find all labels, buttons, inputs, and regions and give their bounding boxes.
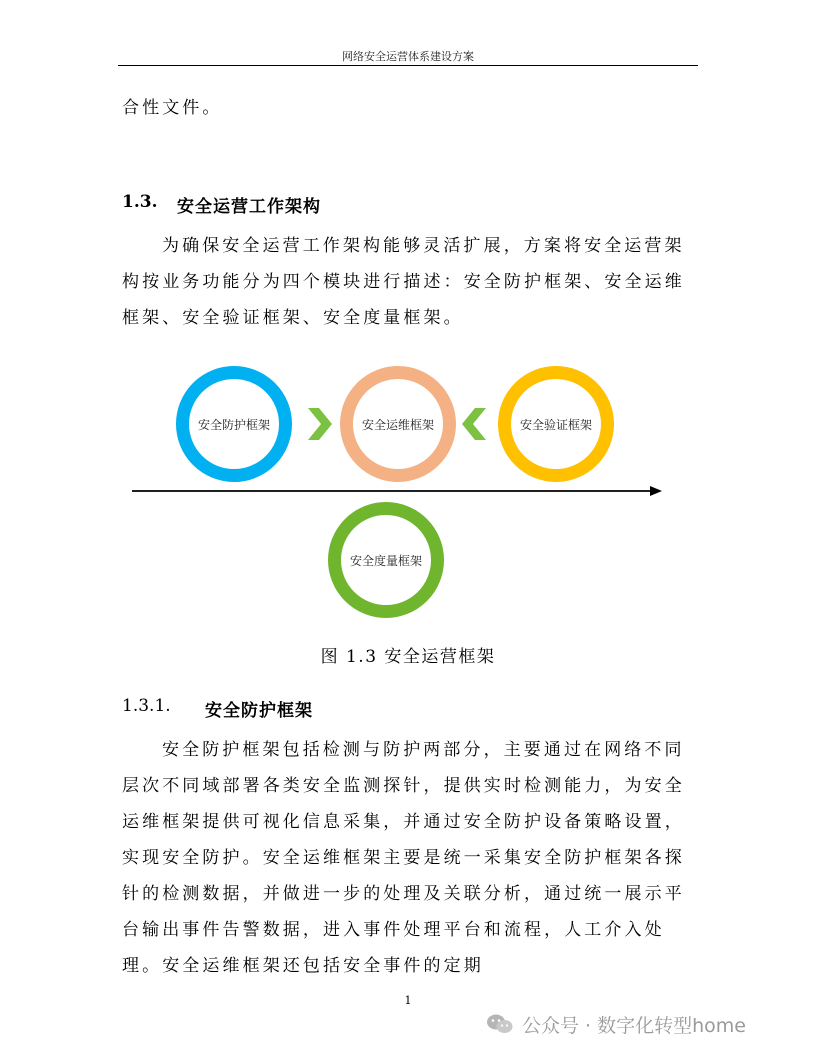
node-measurement-label: 安全度量框架 [349, 553, 422, 568]
section-title: 安全运营工作架构 [177, 197, 321, 217]
node-measurement [328, 502, 444, 618]
figure-caption: 图 1.3 安全运营框架 [320, 647, 496, 667]
header-divider [118, 65, 698, 66]
watermark-text: 公众号 · 数字化转型home [522, 1014, 746, 1037]
subsection-number: 1.3.1. [122, 696, 171, 716]
intro-line: 合性文件。 [122, 98, 223, 118]
node-operations [340, 366, 456, 482]
section-number: 1.3. [122, 192, 158, 212]
node-verification-label: 安全验证框架 [519, 417, 592, 432]
wechat-icon [486, 1012, 514, 1036]
subsection-title: 安全防护框架 [205, 701, 313, 721]
page-header: 网络安全运营体系建设方案 [342, 50, 474, 63]
node-protection [176, 366, 292, 482]
framework-diagram [118, 358, 698, 618]
chevron-right-icon [308, 408, 332, 440]
chevron-left-icon [462, 408, 486, 440]
section-paragraph: 为确保安全运营工作架构能够灵活扩展，方案将安全运营架构按业务功能分为四个模块进行描述：安全防护框架、安全运维框架、安全验证框架、安全度量框架。 [122, 236, 685, 328]
timeline-arrow [132, 484, 662, 498]
subsection-paragraph: 安全防护框架包括检测与防护两部分，主要通过在网络不同层次不同域部署各类安全监测探针，提供实时检测能力，为安全运维框架提供可视化信息采集，并通过安全防护设备策略设置，实现安全防护。安全运维框架主要是统一采集安全防护框架各探针的检测数据，并做进一步的处理及关联分析，通过统一展示平台输出事件告警数据，进入事件处理平台和流程，人工介入处理。安全运维框架还包括安全事件的定期 [122, 740, 685, 976]
watermark [486, 1009, 746, 1039]
node-verification [498, 366, 614, 482]
node-operations-label: 安全运维框架 [361, 417, 434, 432]
node-protection-label: 安全防护框架 [197, 417, 270, 432]
page-number: 1 [404, 994, 412, 1007]
